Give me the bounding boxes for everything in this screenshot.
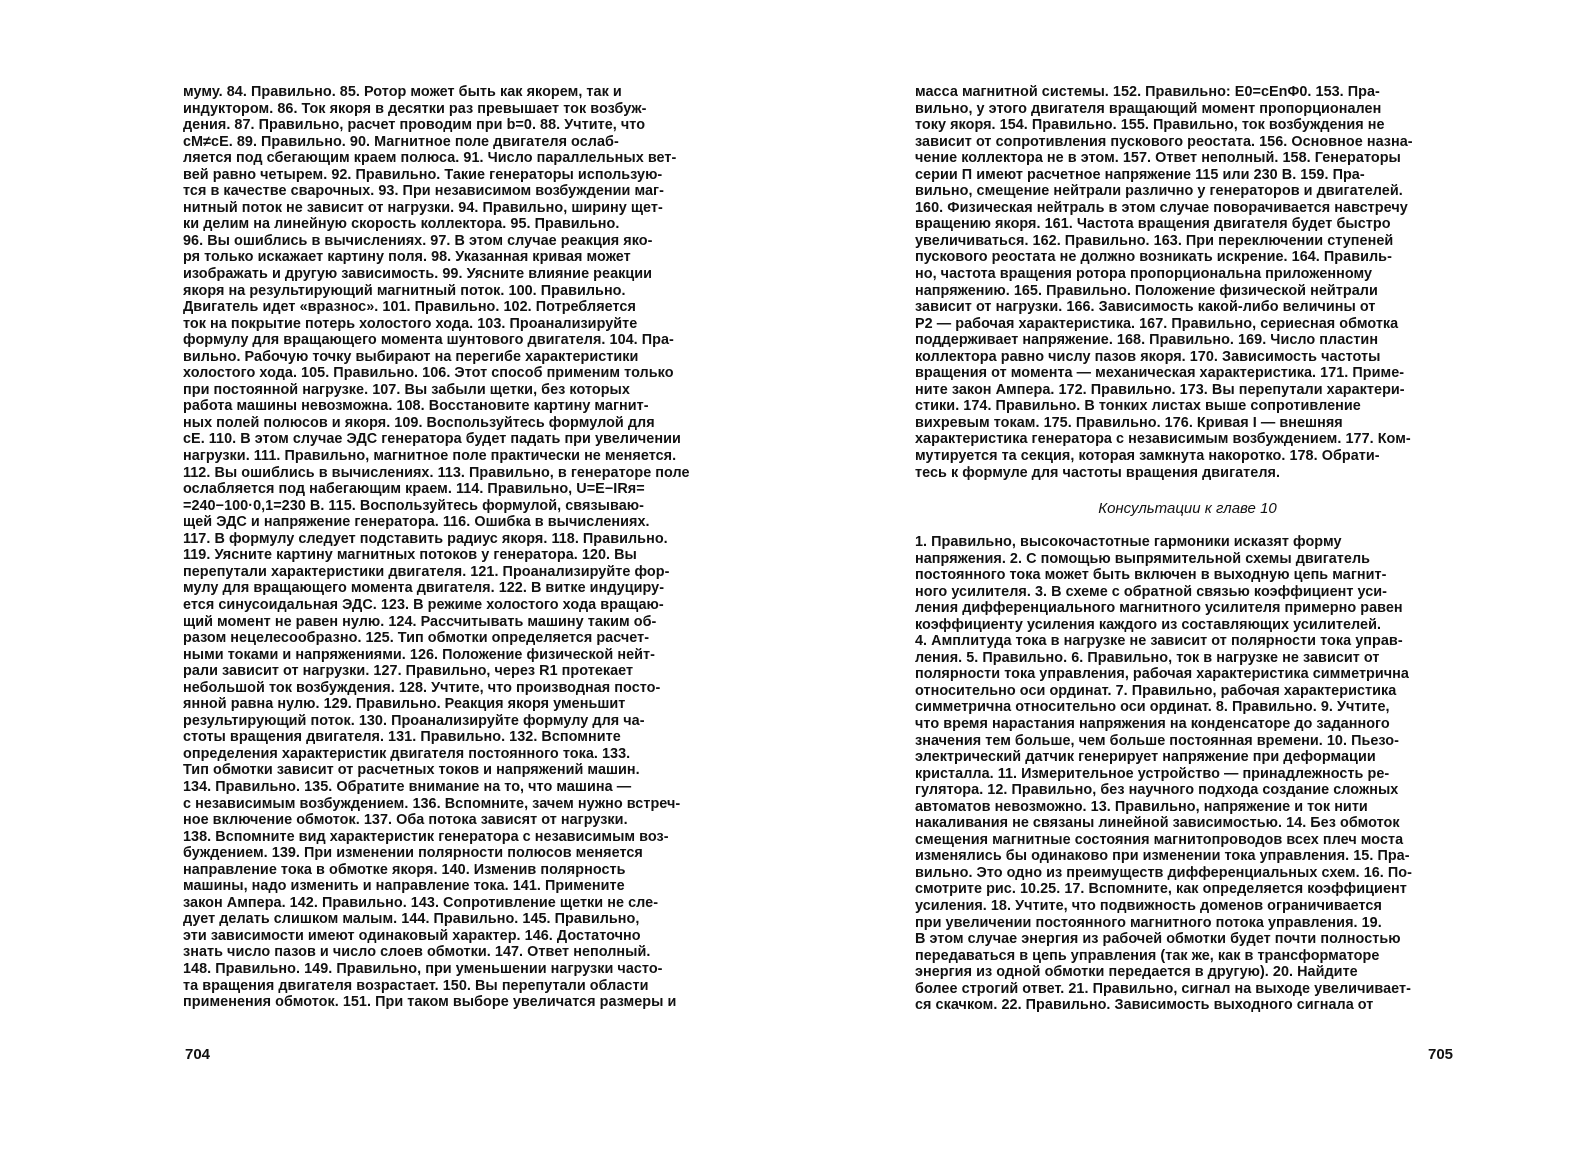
left-page-line: формулу для вращающего момента шунтового двигателя. 104. Пра- [183,332,674,349]
left-page-line: ными токами и напряжениями. 126. Положение физической нейт- [183,646,655,663]
left-page-line: работа машины невозможна. 108. Восстановите картину магнит- [183,398,649,415]
left-page-line: муму. 84. Правильно. 85. Ротор может быть как якорем, так и [183,84,622,100]
left-page-line: ное включение обмоток. 137. Оба потока зависят от нагрузки. [183,812,628,829]
right-page-top-line: вращению якоря. 161. Частота вращения двигателя будет быстро [915,216,1391,233]
right-page-top-line: току якоря. 154. Правильно. 155. Правильно, ток возбуждения не [915,117,1385,134]
right-page-top-line: вильно, смещение нейтрали различно у генераторов и двигателей. [915,183,1403,200]
page-number-right: 705 [1428,1046,1454,1063]
right-page-bottom-line: накаливания не связаны линейной зависимостью. 14. Без обмоток [915,815,1400,832]
right-page-top-line: чение коллектора не в этом. 157. Ответ неполный. 158. Генераторы [915,150,1401,167]
left-page-line: =240−100·0,1=230 В. 115. Воспользуйтесь формулой, связываю- [183,497,644,514]
right-page-top-line: но, частота вращения ротора пропорциональна приложенному [915,266,1373,283]
right-page-bottom-line: усиления. 18. Учтите, что подвижность доменов ограничивается [915,898,1382,915]
right-page-bottom-line: электрический датчик генерирует напряжение при деформации [915,749,1376,766]
left-page-line: вей равно четырем. 92. Правильно. Такие генераторы использую- [183,166,663,183]
right-page-text-bottom [915,534,1460,1014]
left-page-line: тся в качестве сварочных. 93. При независимом возбуждении маг- [183,183,664,200]
left-page-line: результирующий поток. 130. Проанализируйте формулу для ча- [183,712,645,729]
left-page-line: определения характеристик двигателя постоянного тока. 133. [183,745,631,762]
left-page-line: Двигатель идет «вразнос». 101. Правильно. 102. Потребляется [183,299,636,316]
right-page-bottom-line: В этом случае энергия из рабочей обмотки будет почти полностью [915,931,1401,948]
right-page-bottom-line: при увеличении постоянного магнитного потока управления. 19. [915,914,1382,931]
left-page-line: Тип обмотки зависит от расчетных токов и напряжений машин. [183,762,640,779]
left-page-line: мулу для вращающего момента двигателя. 122. В витке индуциру- [183,580,665,597]
left-page-line: cM≠cE. 89. Правильно. 90. Магнитное поле двигателя ослаб- [183,133,619,150]
left-page-line: с независимым возбуждением. 136. Вспомните, зачем нужно встреч- [183,795,681,812]
left-page-line: нитный поток не зависит от нагрузки. 94. Правильно, ширину щет- [183,199,663,216]
right-page-top-line: P2 — рабочая характеристика. 167. Правильно, сериесная обмотка [915,315,1399,332]
right-page-top-line: поддерживает напряжение. 168. Правильно. 169. Число пластин [915,332,1379,349]
right-page-bottom-line: автоматов невозможно. 13. Правильно, напряжение и ток нити [915,798,1368,815]
right-page-top-line: коллектора равно числу пазов якоря. 170. Зависимость частоты [915,348,1381,365]
left-page-line: ки делим на линейную скорость коллектора. 95. Правильно. [183,216,620,233]
left-page-line: применения обмоток. 151. При таком выборе увеличатся размеры и [183,994,677,1011]
right-page-bottom-line: более строгий ответ. 21. Правильно, сигнал на выходе увеличивает- [915,980,1411,997]
left-page-line: cE. 110. В этом случае ЭДС генератора будет падать при увеличении [183,431,681,448]
left-page-line: перепутали характеристики двигателя. 121. Проанализируйте фор- [183,563,670,580]
left-page-line: направление тока в обмотке якоря. 140. Изменив полярность [183,861,626,878]
left-page-line: эти зависимости имеют одинаковый характер. 146. Достаточно [183,927,641,944]
left-page-line: дует делать слишком малым. 144. Правильно. 145. Правильно, [183,911,640,928]
right-page-bottom-line: напряжения. 2. С помощью выпрямительной схемы двигатель [915,550,1371,567]
right-page-top-line: зависит от сопротивления пускового реостата. 156. Основное назна- [915,133,1413,150]
chapter-10-heading: Консультации к главе 10 [1098,500,1277,517]
left-page-line: ря только искажает картину поля. 98. Указанная кривая может [183,249,631,266]
left-page-line: индуктором. 86. Ток якоря в десятки раз превышает ток возбуж- [183,100,647,117]
left-page-line: 112. Вы ошиблись в вычислениях. 113. Правильно, в генераторе поле [183,464,690,481]
left-page-line: 117. В формулу следует подставить радиус якоря. 118. Правильно. [183,530,668,547]
right-page-bottom-line: гулятора. 12. Правильно, без научного подхода создание сложных [915,782,1399,799]
right-page-bottom-line: изменялись бы одинаково при изменении тока управления. 15. Пра- [915,848,1410,865]
left-page-line: 134. Правильно. 135. Обратите внимание на то, что машина — [183,778,632,795]
left-page-line: знать число пазов и число слоев обмотки. 147. Ответ неполный. [183,944,651,961]
right-page-top-line: 160. Физическая нейтраль в этом случае поворачивается навстречу [915,199,1408,216]
right-page-top-line: стики. 174. Правильно. В тонких листах выше сопротивление [915,398,1361,415]
right-page-bottom-line: коэффициенту усиления каждого из составляющих усилителей. [915,616,1382,633]
right-page-top-line: ните закон Ампера. 172. Правильно. 173. Вы перепутали характери- [915,381,1405,398]
right-page-bottom-line: постоянного тока может быть включен в выходную цепь магнит- [915,567,1387,584]
right-page-top-line: характеристика генератора с независимым возбуждением. 177. Ком- [915,431,1411,448]
left-page-line: та вращения двигателя возрастает. 150. Вы перепутали области [183,977,649,994]
right-page-bottom-line: смотрите рис. 10.25. 17. Вспомните, как определяется коэффициент [915,881,1407,898]
right-page-top-line: вращения от момента — механическая характеристика. 171. Приме- [915,365,1405,382]
right-page-bottom-line: ся скачком. 22. Правильно. Зависимость выходного сигнала от [915,997,1374,1014]
left-page-line: 138. Вспомните вид характеристик генератора с независимым воз- [183,828,669,845]
right-page-top-line: вильно, у этого двигателя вращающий момент пропорционален [915,100,1382,117]
right-page-top-line: увеличиваться. 162. Правильно. 163. При переключении ступеней [915,232,1394,249]
left-page-line: щей ЭДС и напряжение генератора. 116. Ошибка в вычислениях. [183,514,650,531]
left-page-line: изображать и другую зависимость. 99. Уясните влияние реакции [183,266,653,283]
left-page-line: ослабляется под набегающим краем. 114. Правильно, U=E−IRя= [183,481,645,498]
left-page-line: ных полей полюсов и якоря. 109. Воспользуйтесь формулой для [183,414,655,431]
right-page-top-line: мутируется та секция, которая замкнута накоротко. 178. Обрати- [915,448,1380,465]
page-number-left: 704 [185,1046,211,1063]
right-page-top-line: тесь к формуле для частоты вращения двигателя. [915,464,1281,481]
left-page-line: янной равна нулю. 129. Правильно. Реакция якоря уменьшит [183,696,626,713]
left-page-line: 96. Вы ошиблись в вычислениях. 97. В этом случае реакция яко- [183,232,653,249]
left-page-line: закон Ампера. 142. Правильно. 143. Сопротивление щетки не сле- [183,894,659,911]
right-page-bottom-line: передаваться в цепь управления (так же, как в трансформаторе [915,947,1380,964]
left-page-line: ток на покрытие потерь холостого хода. 103. Проанализируйте [183,315,638,332]
left-page-line: вильно. Рабочую точку выбирают на перегибе характеристики [183,348,639,365]
left-page-line: нагрузки. 111. Правильно, магнитное поле практически не меняется. [183,448,677,465]
right-page-bottom-line: смещения магнитные состояния магнитопроводов всех плеч моста [915,831,1404,848]
right-page-bottom-line: энергия из одной обмотки передается в другую). 20. Найдите [915,964,1358,981]
right-page-bottom-line: ления дифференциального магнитного усилителя примерно равен [915,600,1403,617]
left-page-line: при постоянной нагрузке. 107. Вы забыли щетки, без которых [183,381,630,398]
right-page-bottom-line: вильно. Это одно из преимуществ дифференциальных схем. 16. По- [915,864,1412,881]
left-page-line: буждением. 139. При изменении полярности полюсов меняется [183,845,643,862]
left-page-line: холостого хода. 105. Правильно. 106. Этот способ применим только [183,365,674,382]
left-page-line: стоты вращения двигателя. 131. Правильно. 132. Вспомните [183,729,621,746]
right-page-bottom-line: ного усилителя. 3. В схеме с обратной связью коэффициент уси- [915,583,1388,600]
right-page-bottom-line: симметрична относительно оси ординат. 8. Правильно. 9. Учтите, [915,699,1390,716]
left-page-line: ется синусоидальная ЭДС. 123. В режиме холостого хода вращаю- [183,596,664,613]
right-page-bottom-line: 1. Правильно, высокочастотные гармоники исказят форму [915,534,1342,550]
left-page-line: щий момент не равен нулю. 124. Рассчитывать машину таким об- [183,613,657,630]
left-page-line: небольшой ток возбуждения. 128. Учтите, что производная посто- [183,679,661,696]
right-page-top-line: пускового реостата не должно возникать искрение. 164. Правиль- [915,249,1392,266]
left-page-line: 119. Уясните картину магнитных потоков у генератора. 120. Вы [183,547,637,564]
left-page-line: 148. Правильно. 149. Правильно, при уменьшении нагрузки часто- [183,960,663,977]
right-page-top-line: зависит от нагрузки. 166. Зависимость какой-либо величины от [915,299,1376,316]
right-page-top-line: серии П имеют расчетное напряжение 115 или 230 В. 159. Пра- [915,166,1365,183]
right-page-top-line: напряжению. 165. Правильно. Положение физической нейтрали [915,282,1378,299]
left-page-line: рали зависит от нагрузки. 127. Правильно, через R1 протекает [183,663,634,680]
right-page-bottom-line: 4. Амплитуда тока в нагрузке не зависит от полярности тока управ- [915,633,1403,650]
right-page-text-top [915,84,1460,481]
left-page-line: разом нецелесообразно. 125. Тип обмотки определяется расчет- [183,630,650,647]
right-page-bottom-line: ления. 5. Правильно. 6. Правильно, ток в нагрузке не зависит от [915,649,1380,666]
left-page-line: якоря на результирующий магнитный поток. 100. Правильно. [183,282,626,299]
right-page-bottom-line: значения тем больше, чем больше постоянная времени. 10. Пьезо- [915,732,1399,749]
right-page-bottom-line: кристалла. 11. Измерительное устройство — принадлежность ре- [915,765,1390,782]
left-page-text [183,84,728,1011]
left-page-line: машины, надо изменить и направление тока. 141. Примените [183,878,625,895]
right-page-top-line: вихревым токам. 175. Правильно. 176. Кривая I — внешняя [915,414,1343,431]
right-page-bottom-line: относительно оси ординат. 7. Правильно, рабочая характеристика [915,682,1397,699]
left-page-line: дения. 87. Правильно, расчет проводим при b=0. 88. Учтите, что [183,117,646,134]
right-page-bottom-line: что время нарастания напряжения на конденсаторе до заданного [915,716,1390,733]
left-page-line: ляется под сбегающим краем полюса. 91. Число параллельных вет- [183,150,677,167]
right-page-top-line: масса магнитной системы. 152. Правильно: E0=cEnΦ0. 153. Пра- [915,84,1380,100]
right-page-bottom-line: полярности тока управления, рабочая характеристика симметрична [915,666,1409,683]
